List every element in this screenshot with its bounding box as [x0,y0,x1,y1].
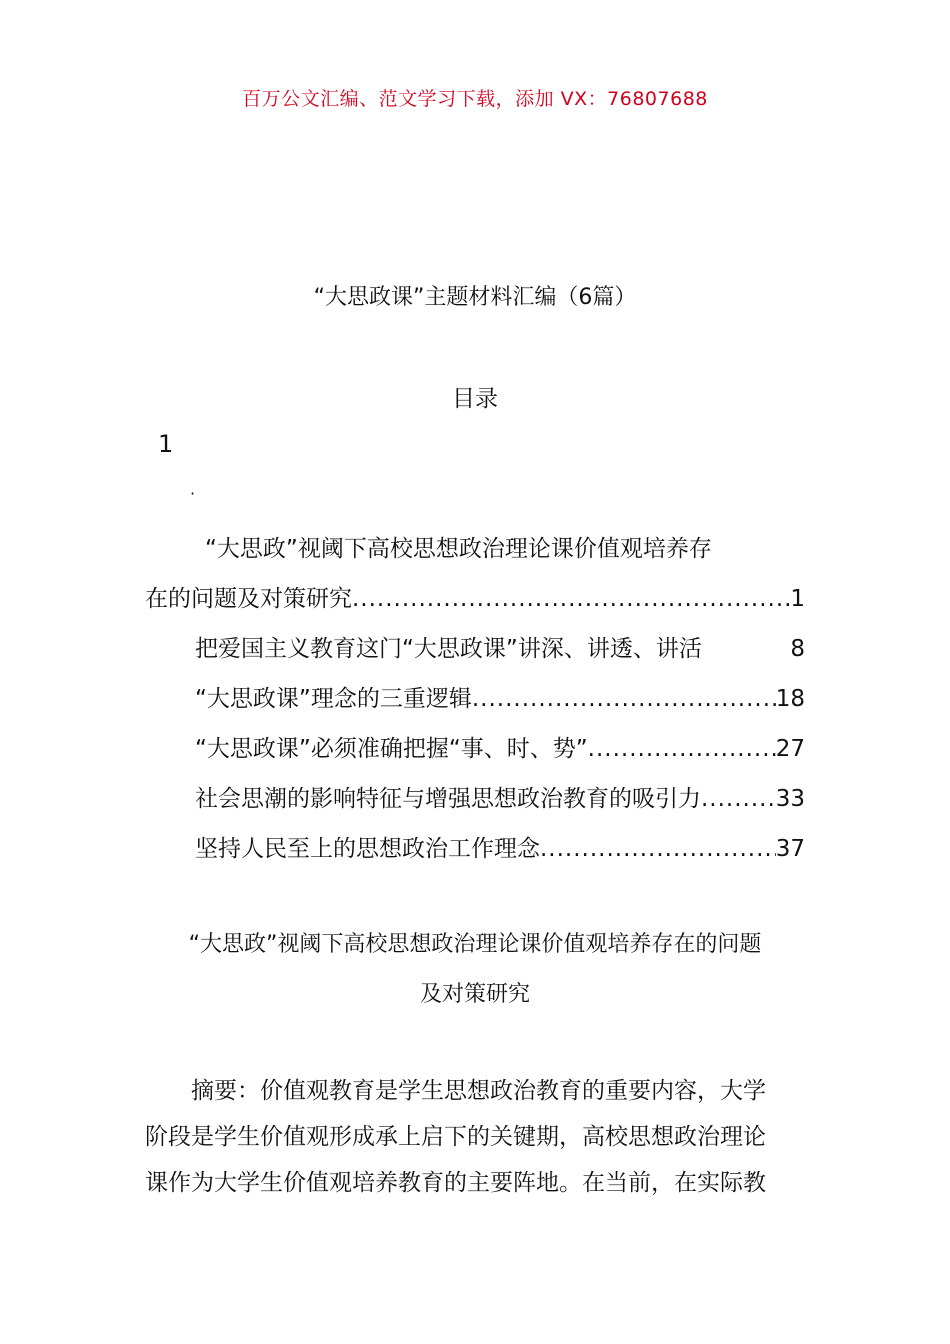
toc-leader [352,574,790,624]
toc-entry-5[interactable] [145,774,805,824]
section-title [145,920,805,1020]
toc-leader [472,674,776,724]
section-title-line1: “大思政”视阈下高校思想政治理论课价值观培养存在的问题 [188,932,762,957]
toc-entry-page: 1 [790,586,805,612]
table-of-contents [145,524,805,874]
toc-number: 1 [158,430,174,458]
watermark-banner: 百万公文汇编、范文学习下载，添加 VX：76807688 [242,88,708,110]
toc-entry-title: 把爱国主义教育这门“大思政课”讲深、讲透、讲活 [195,636,702,662]
toc-entry-page: 27 [775,736,805,762]
toc-heading: 目录 [452,386,498,412]
toc-entry-page: 37 [775,836,805,862]
toc-entry-page: 33 [775,786,805,812]
toc-entry-title: “大思政课”理念的三重逻辑 [195,686,472,712]
toc-entry-1-line1[interactable]: “大思政”视阈下高校思想政治理论课价值观培养存 [205,536,712,562]
toc-entry-title: “大思政课”必须准确把握“事、时、势” [195,736,588,762]
section-title-line2: 及对策研究 [419,982,530,1007]
toc-leader [588,724,776,774]
abstract-line: 课作为大学生价值观培养教育的主要阵地。在当前，在实际教 [145,1170,766,1196]
toc-entry-6[interactable] [145,824,805,874]
toc-entry-4[interactable] [145,724,805,774]
toc-entry-page: 18 [775,686,805,712]
toc-entry-2[interactable] [145,624,805,674]
toc-entry-page: 8 [790,636,805,662]
toc-entry-title: 坚持人民至上的思想政治工作理念 [195,836,540,862]
toc-entry-3[interactable] [145,674,805,724]
toc-entry-title: 社会思潮的影响特征与增强思想政治教育的吸引力 [195,786,701,812]
toc-entry-1[interactable] [145,574,805,624]
abstract-line: 摘要：价值观教育是学生思想政治教育的重要内容，大学 [191,1078,766,1104]
toc-leader [540,824,776,874]
toc-dot: · [190,484,196,503]
toc-entry-title: 在的问题及对策研究 [145,586,352,612]
document-title: “大思政课”主题材料汇编（6篇） [313,285,637,310]
toc-leader [701,774,776,824]
abstract-line: 阶段是学生价值观形成承上启下的关键期，高校思想政治理论 [145,1124,766,1150]
abstract-paragraph [145,1068,805,1206]
